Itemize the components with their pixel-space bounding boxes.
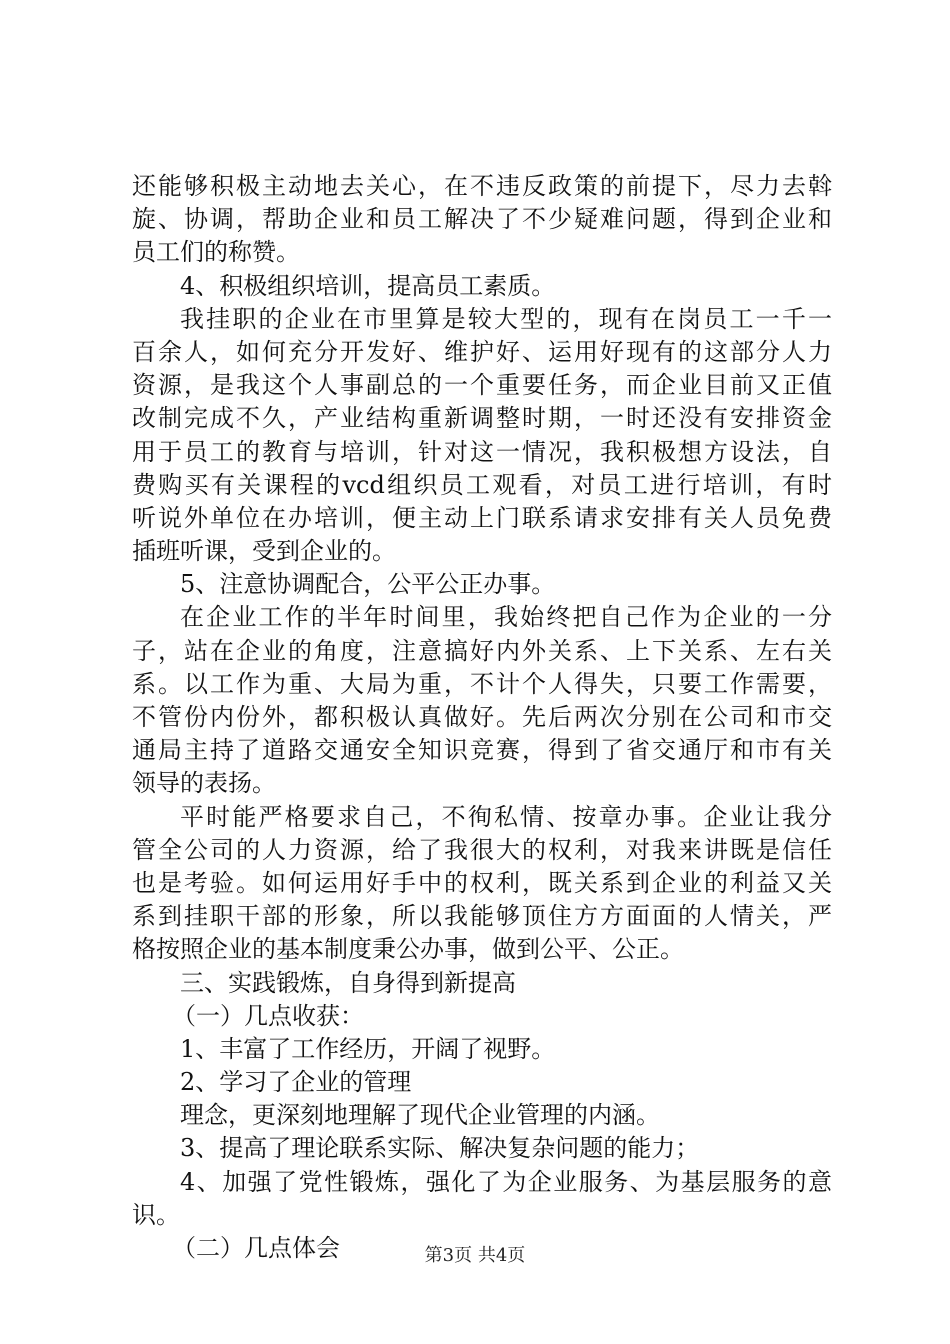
- text-line: 还能够积极主动地去关心，在不违反政策的前提下，尽力去斡: [132, 172, 832, 200]
- text-line: 听说外单位在办培训，便主动上门联系请求安排有关人员免费: [132, 503, 832, 532]
- text-line: 我挂职的企业在市里算是较大型的，现有在岗员工一千一: [180, 304, 832, 333]
- text-line: 管全公司的人力资源，给了我很大的权利，对我来讲既是信任: [132, 835, 832, 864]
- text-line: 插班听课，受到企业的。: [132, 537, 396, 566]
- text-line: 4、加强了党性锻炼，强化了为企业服务、为基层服务的意: [180, 1167, 832, 1196]
- text-line: 在企业工作的半年时间里，我始终把自己作为企业的一分: [180, 603, 832, 632]
- text-line: （二）几点体会: [172, 1234, 340, 1262]
- page-footer: 第3页 共4页: [424, 1245, 526, 1266]
- text-line: 识。: [132, 1200, 180, 1229]
- text-line: 员工们的称赞。: [132, 238, 300, 267]
- text-line: 子，站在企业的角度，注意搞好内外关系、上下关系、左右关: [132, 636, 832, 665]
- text-line: 领导的表扬。: [132, 769, 276, 798]
- text-line: 费购买有关课程的vcd组织员工观看，对员工进行培训，有时: [132, 470, 832, 499]
- text-line: （一）几点收获：: [172, 1001, 364, 1030]
- text-line: 3、提高了理论联系实际、解决复杂问题的能力；: [180, 1134, 700, 1163]
- text-line: 平时能严格要求自己，不徇私情、按章办事。企业让我分: [180, 802, 832, 831]
- text-line: 4、积极组织培训，提高员工素质。: [180, 271, 556, 300]
- text-line: 格按照企业的基本制度秉公办事，做到公平、公正。: [132, 935, 684, 964]
- text-line: 三、实践锻炼，自身得到新提高: [180, 968, 516, 997]
- text-line: 5、注意协调配合，公平公正办事。: [180, 570, 556, 599]
- body-text: [132, 170, 832, 1265]
- text-line: 1、丰富了工作经历，开阔了视野。: [180, 1034, 556, 1063]
- text-line: 资源，是我这个人事副总的一个重要任务，而企业目前又正值: [132, 371, 832, 400]
- text-line: 用于员工的教育与培训，针对这一情况，我积极想方设法，自: [132, 437, 832, 466]
- text-line: 通局主持了道路交通安全知识竞赛，得到了省交通厅和市有关: [132, 736, 832, 765]
- text-line: 改制完成不久，产业结构重新调整时期，一时还没有安排资金: [132, 404, 832, 433]
- text-line: 理念，更深刻地理解了现代企业管理的内涵。: [180, 1101, 660, 1130]
- text-line: 系。以工作为重、大局为重，不计个人得失，只要工作需要，: [132, 669, 832, 698]
- text-line: 2、学习了企业的管理: [180, 1068, 412, 1097]
- text-line: 百余人，如何充分开发好、维护好、运用好现有的这部分人力: [132, 337, 832, 366]
- text-line: 也是考验。如何运用好手中的权利，既关系到企业的利益又关: [132, 868, 832, 897]
- text-line: 系到挂职干部的形象，所以我能够顶住方方面面的人情关，严: [132, 902, 832, 931]
- text-line: 不管份内份外，都积极认真做好。先后两次分别在公司和市交: [132, 703, 832, 731]
- text-line: 旋、协调，帮助企业和员工解决了不少疑难问题，得到企业和: [132, 205, 832, 234]
